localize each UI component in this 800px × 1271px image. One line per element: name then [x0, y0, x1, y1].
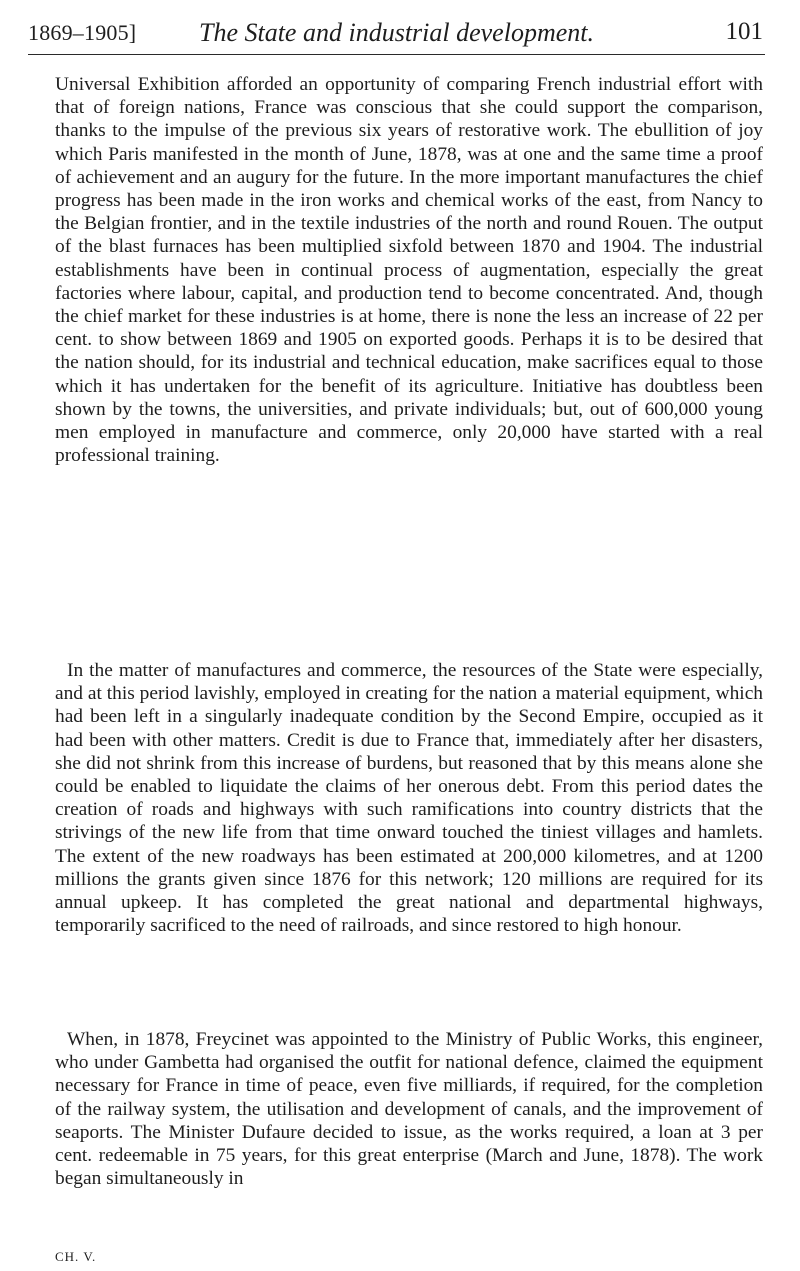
chapter-footer: CH. V. [55, 1249, 97, 1264]
body-paragraph-3 [55, 1028, 763, 1190]
paragraph-text: When, in 1878, Freycinet was appointed to the Ministry of Public Works, this engineer, who under Gambetta had organised the outfit for national defence, claimed the equipment necessary for France in time of peace, even five milliards, if required, for the completion of the railway system, the utilisation and development of canals, and the improvement of seaports. The Minister Dufaure decided to issue, as the works required, a loan at 3 per cent. redeemable in 75 years, for this great enterprise (March and June, 1878). The work began simultaneously in [55, 1029, 763, 1190]
paragraph-text: Universal Exhibition afforded an opportunity of comparing French industrial effort with that of foreign nations, France was conscious that she could support the comparison, thanks to the impulse of the previous six years of restorative work. The ebullition of joy which Paris manifested in the month of June, 1878, was at one and the same time a proof of achievement and an augury for the future. In the more important manufactures the chief progress has been made in the iron works and chemical works of the east, from Nancy to the Belgian frontier, and in the textile industries of the north and round Rouen. The output of the blast furnaces has been multiplied sixfold between 1870 and 1904. The industrial establishments have been in continual process of augmentation, especially the great factories where labour, capital, and production tend to become concentrated. And, though the chief market for these industries is at home, there is none the less an increase of 22 per cent. to show between 1869 and 1905 on exported goods. Perhaps it is to be desired that the nation should, for its industrial and technical education, make sacrifices equal to those which it has undertaken for the benefit of its agriculture. Initiative has doubtless been shown by the towns, the universities, and private individuals; but, out of 600,000 young men employed in manufacture and commerce, only 20,000 have started with a real professional training. [55, 74, 763, 467]
running-header [28, 14, 765, 55]
body-paragraph-1 [55, 73, 763, 467]
page-number: 101 [725, 18, 763, 45]
body-paragraph-2 [55, 659, 763, 937]
paragraph-text: In the matter of manufactures and commerce, the resources of the State were especially, and at this period lavishly, employed in creating for the nation a material equipment, which had been left in a singularly inadequate condition by the Second Empire, occupied as it had been with other matters. Credit is due to France that, immediately after her disasters, she did not shrink from this increase of burdens, but reasoned that by this means alone she could be enabled to liquidate the claims of her onerous debt. From this period dates the creation of roads and highways with such ramifications into country districts that the strivings of the new life from that time onward touched the tiniest villages and hamlets. The extent of the new roadways has been estimated at 200,000 kilometres, and at 1200 millions the grants given since 1876 for this network; 120 millions are required for its annual upkeep. It has completed the great national and departmental highways, temporarily sacrificed to the need of railroads, and since restored to high honour. [55, 660, 763, 937]
header-title: The State and industrial development. [198, 18, 594, 47]
header-date-range: 1869–1905] [28, 20, 137, 45]
